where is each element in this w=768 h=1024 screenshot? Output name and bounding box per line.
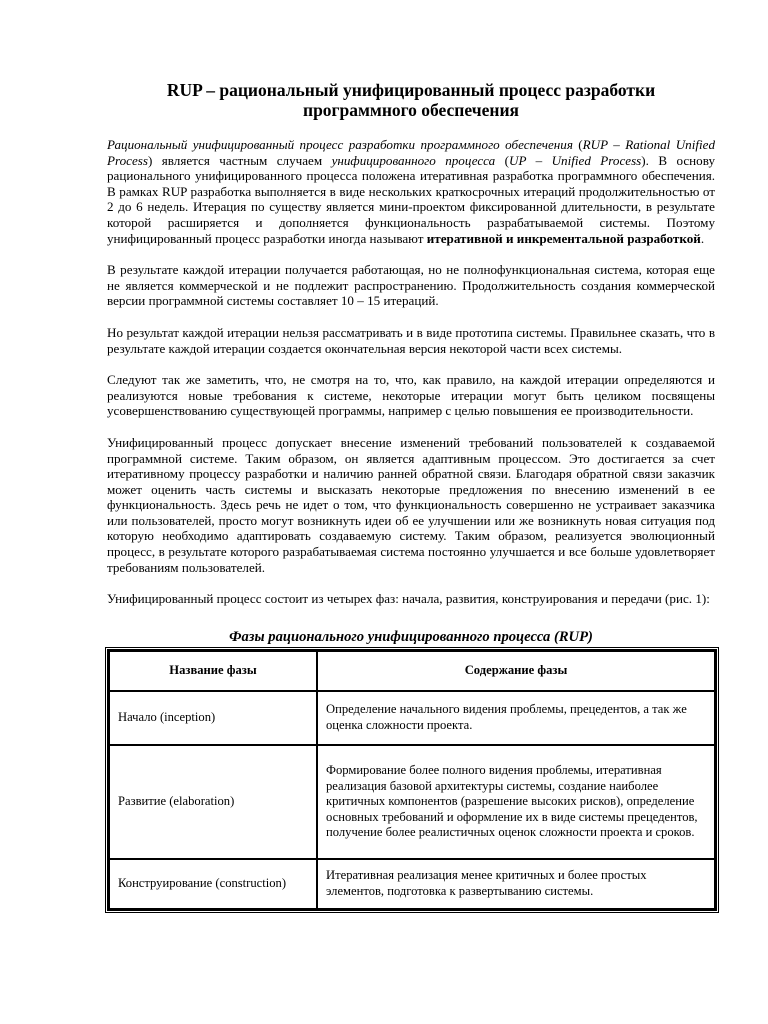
table-header-row xyxy=(109,651,715,691)
table-row xyxy=(109,859,715,909)
intro-abbr-rup: RUP – Rational Unified Process xyxy=(107,137,715,168)
intro-abbr-up: UP – Unified Process xyxy=(508,152,642,168)
intro-text-4: ). В основу рационального унифицированного процесса положена итеративная разработка программного обеспечения. В рамках RUP разработка выполняется в виде нескольких краткосрочных итераций продолжительностью от 2 до 6 недель. Итерация по существу является мини-проектом фиксированной длительности, в результате которой расширяется и дополняется функциональность разрабатываемой системы. Поэтому унифицированный процесс разработки иногда называют xyxy=(107,152,715,246)
title-line-1: RUP – рациональный унифицированный процесс разработки xyxy=(166,80,656,100)
phase-content-cell: Формирование более полного видения проблемы, итеративная реализация базовой архитектуры системы, создание наиболее критичных компонентов (разрешение высоких рисков), определение основных требований и оформление их в виде системы прецедентов, получение более реалистичных оценок сложности проекта и сроков. xyxy=(317,745,715,859)
intro-text-3: ( xyxy=(495,152,509,168)
table-row xyxy=(109,691,715,745)
intro-term-up: унифицированного процесса xyxy=(331,152,496,168)
table-caption: Фазы рационального унифицированного процесса (RUP) xyxy=(229,628,593,645)
paragraph-four-phases: Унифицированный процесс состоит из четырех фаз: начала, развития, конструирования и передачи (рис. 1): xyxy=(107,591,710,607)
intro-text-2: ) является частным случаем xyxy=(147,152,332,168)
intro-paragraph xyxy=(107,137,715,246)
phase-name-cell: Развитие (elaboration) xyxy=(109,745,317,859)
paragraph-requirements: Следуют так же заметить, что, не смотря на то, что, как правило, на каждой итерации определяются и реализуются новые требования к системе, некоторые итерации могут быть целиком посвящены усовершенствованию существующей программы, например с целью повышения ее производительности. xyxy=(107,372,715,419)
paragraph-adaptive-process: Унифицированный процесс допускает внесение изменений требований пользователей к создаваемой программной системе. Таким образом, он является адаптивным процессом. Это достигается за счет итеративному процессу разработки и наличию ранней обратной связи. Благодаря обратной связи заказчик может оценить часть системы и высказать некоторые предложения по внесению изменений в ее функциональность. Здесь речь не идет о том, что функциональность совершенно не устраивает заказчика или пользователей, просто могут возникнуть идеи об ее улучшении или же возникнуть новая ситуация под которую необходимо адаптировать создаваемую систему. Таким образом, реализуется эволюционный процесс, в результате которого разрабатываемая система постоянно улучшается и все больше удовлетворяет требованиям пользователей. xyxy=(107,434,715,575)
paragraph-not-prototype: Но результат каждой итерации нельзя рассматривать и в виде прототипа системы. Правильнее сказать, что в результате каждой итерации создается окончательная версия некоторой части всех системы. xyxy=(107,324,715,356)
intro-text-1: ( xyxy=(572,137,583,152)
header-phase-name: Название фазы xyxy=(109,651,317,691)
intro-term-rup: Рациональный унифицированный процесс разработки программного обеспечения xyxy=(107,137,573,152)
phase-content-cell: Итеративная реализация менее критичных и более простых элементов, подготовка к развертыванию системы. xyxy=(317,859,715,909)
paragraph-iteration-result: В результате каждой итерации получается работающая, но не полнофункциональная система, которая еще не является коммерческой и не подлежит распространению. Продолжительность создания коммерческой версии программной системы составляет 10 – 15 итераций. xyxy=(107,262,715,309)
phase-name-cell: Начало (inception) xyxy=(109,691,317,745)
phases-table xyxy=(107,649,717,911)
page-title xyxy=(107,80,715,120)
phase-content-cell: Определение начального видения проблемы, прецедентов, а так же оценка сложности проекта. xyxy=(317,691,715,745)
phase-name-cell: Конструирование (construction) xyxy=(109,859,317,909)
intro-text-5: . xyxy=(700,230,705,246)
header-phase-content: Содержание фазы xyxy=(317,651,715,691)
table-row xyxy=(109,745,715,859)
title-line-2: программного обеспечения xyxy=(302,100,519,120)
intro-bold-term: итеративной и инкрементальной разработкой xyxy=(426,230,701,246)
